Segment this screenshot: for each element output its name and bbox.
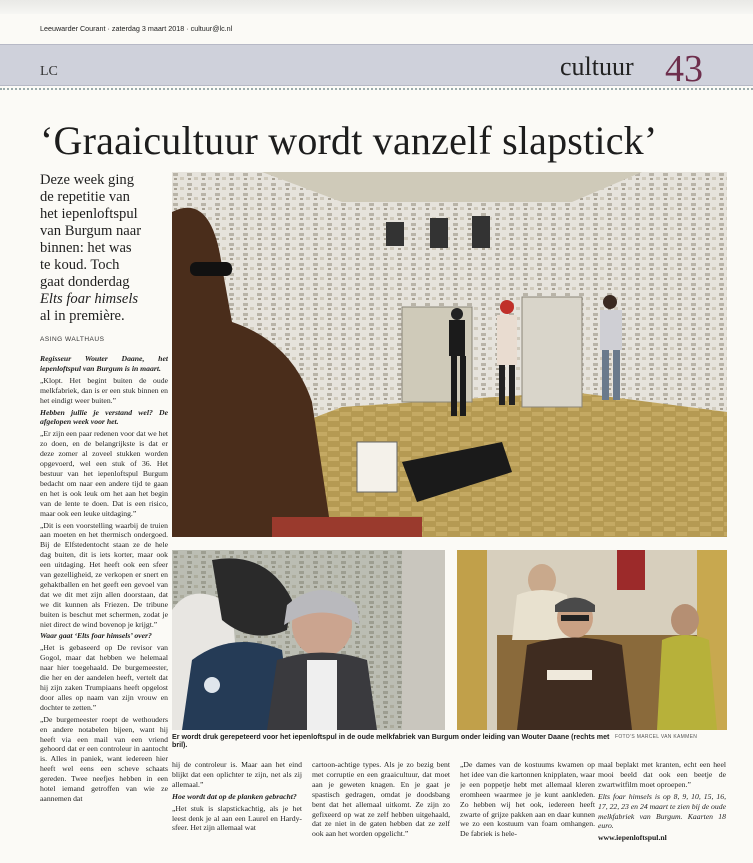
section-band xyxy=(0,44,753,86)
page-number: 43 xyxy=(665,48,703,90)
paragraph: „Het is gebaseerd op De revisor van Gogol, maar dat hebben we helemaal naar hier toegehaald. De burgemeester, die her en der aandelen heeft, vertelt dat hij zijn zaken Trumpiaans heeft opgelost door alles op naam van zijn vrouw en dochter te zetten.” xyxy=(40,643,168,712)
director-image xyxy=(457,550,727,730)
divider xyxy=(0,88,753,90)
intro-line: te koud. Toch xyxy=(40,257,120,273)
article-column-4 xyxy=(460,760,595,860)
paragraph: hij de controleur is. Maar aan het eind blijkt dat een oplichter te zijn, net als zij allemaal.” xyxy=(172,760,302,789)
question: Hebben jullie je verstand wel? De afgelopen week voor het. xyxy=(40,407,168,427)
paragraph: „Dit is een voorstelling waarbij de truien aan moeten en het thermisch ondergoed. Bij de Elfstedentocht staan ze de hele dag buiten, dit is iets korter, maar ook een uitdaging. Het heeft ook een sfeer van gezelligheid, ze verkopen er snert en gehaktballen en het geeft een gevoel van dat we dit met zijn allen doorstaan, dat we dit kunnen als Friezen. De tribune buiten is beschut met schermen, zodat je niet direct de wind bovenop je krijgt.” xyxy=(40,520,168,629)
masthead: Leeuwarder Courant · zaterdag 3 maart 2018 · cultuur@lc.nl xyxy=(40,24,233,33)
byline: ASING WALTHAUS xyxy=(40,336,105,343)
main-photo xyxy=(172,172,727,537)
intro-line: gaat donderdag xyxy=(40,274,130,290)
intro-line: het iepenloftspul xyxy=(40,206,138,222)
paragraph: maal beplakt met kranten, echt een heel mooi beeld dat ook een beetje de zwartwitfilm moet oproepen.” xyxy=(598,760,726,789)
intro-line: Deze week ging xyxy=(40,172,135,188)
section-title: cultuur xyxy=(560,52,634,81)
article-column-2 xyxy=(172,760,302,860)
intro-line: van Burgum naar xyxy=(40,223,142,239)
paragraph: „De dames van de kostuums kwamen op het idee van die kartonnen knipplaten, waar je een poppetje hebt met allemaal kleren eromheen waarmee je je kunt aankleden. Zo hebben wij het ook, iedereen heeft zwarte of grijze pakken aan en daar kunnen we zo een kostuum van foam omhangen. De fabriek is hele- xyxy=(460,760,595,839)
question: Regisseur Wouter Daane, het iepenloftspul van Burgum is in maart. xyxy=(40,354,168,373)
article-column-3 xyxy=(312,760,450,860)
top-strip xyxy=(0,0,753,14)
main-photo-image xyxy=(172,172,727,537)
intro-line: binnen: het was xyxy=(40,240,132,256)
question: Waar gaat ‘Elts foar himsels’ over? xyxy=(40,631,152,641)
actors-image xyxy=(172,550,445,730)
photo-credit: FOTO’S MARCEL VAN KAMMEN xyxy=(615,734,698,740)
intro-line: al in première. xyxy=(40,308,125,324)
intro-line: Elts foar himsels xyxy=(40,291,139,307)
article-column-1 xyxy=(40,354,168,834)
photo-director xyxy=(457,550,727,730)
intro xyxy=(40,172,172,325)
paragraph: „Klopt. Het begint buiten de oude melkfabriek, dan is er een stuk binnen en het eindigt weer buiten.” xyxy=(40,375,168,405)
intro-line: de repetitie van xyxy=(40,189,130,205)
event-info: Elts foar himsels is op 8, 9, 10, 15, 16, 17, 22, 23 en 24 maart te zien bij de oude melkfabriek van Burgum. Kaarten 18 euro. xyxy=(598,791,726,831)
paragraph: cartoon-achtige types. Als je zo bezig bent met corruptie en een graaicultuur, dat moet aan je geweten knagen. En je gaat je spastisch gedragen, omdat je doodsbang bent dat het allemaal uitkomt. Ze zijn zo gefixeerd op wat ze zelf hebben uitgehaald, dat ze niet in de gaten hebben dat ze zelf ook aan het worden opgelicht.” xyxy=(312,760,450,839)
article-column-5 xyxy=(598,760,726,860)
paragraph: „Het stuk is slapstickachtig, als je het leest denk je al aan een Laurel en Hardy-sfeer. Het zijn allemaal wat xyxy=(172,803,302,833)
paragraph: „De burgemeester roept de wethouders en andere notabelen bijeen, want hij heeft via een mail van een vriend gehoord dat er een controleur in aantocht is. Alles in paniek, want iedereen hier heeft wel eens een scheve schaats gereden. Twee neefjes hebben in een hotel iemand getroffen van wie ze aannemen dat xyxy=(40,714,168,803)
website-link[interactable]: www.iepenloftspul.nl xyxy=(598,833,667,843)
headline: ‘Graaicultuur wordt vanzelf slapstick’ xyxy=(40,118,658,163)
question: Hoe wordt dat op de planken gebracht? xyxy=(172,791,297,801)
paragraph: „Er zijn een paar redenen voor dat we het zo doen, en de belangrijkste is dat er deze zomer al zoveel stukken worden opgevoerd, wel een stuk of 36. Het bestuur van het iepenloftspul Burgum bedacht om naar een andere tijd te gaan en het is ook leuk om het aan het begin van de lente te doen. Dat is een risico, maar ook een leuke uitdaging.” xyxy=(40,429,168,518)
photo-actors xyxy=(172,550,445,730)
photo-caption: Er wordt druk gerepeteerd voor het iepenloftspul in de oude melkfabriek van Burgum onder leiding van Wouter Daane (rechts met bril). xyxy=(172,733,610,749)
newspaper-logo: LC xyxy=(40,64,58,79)
